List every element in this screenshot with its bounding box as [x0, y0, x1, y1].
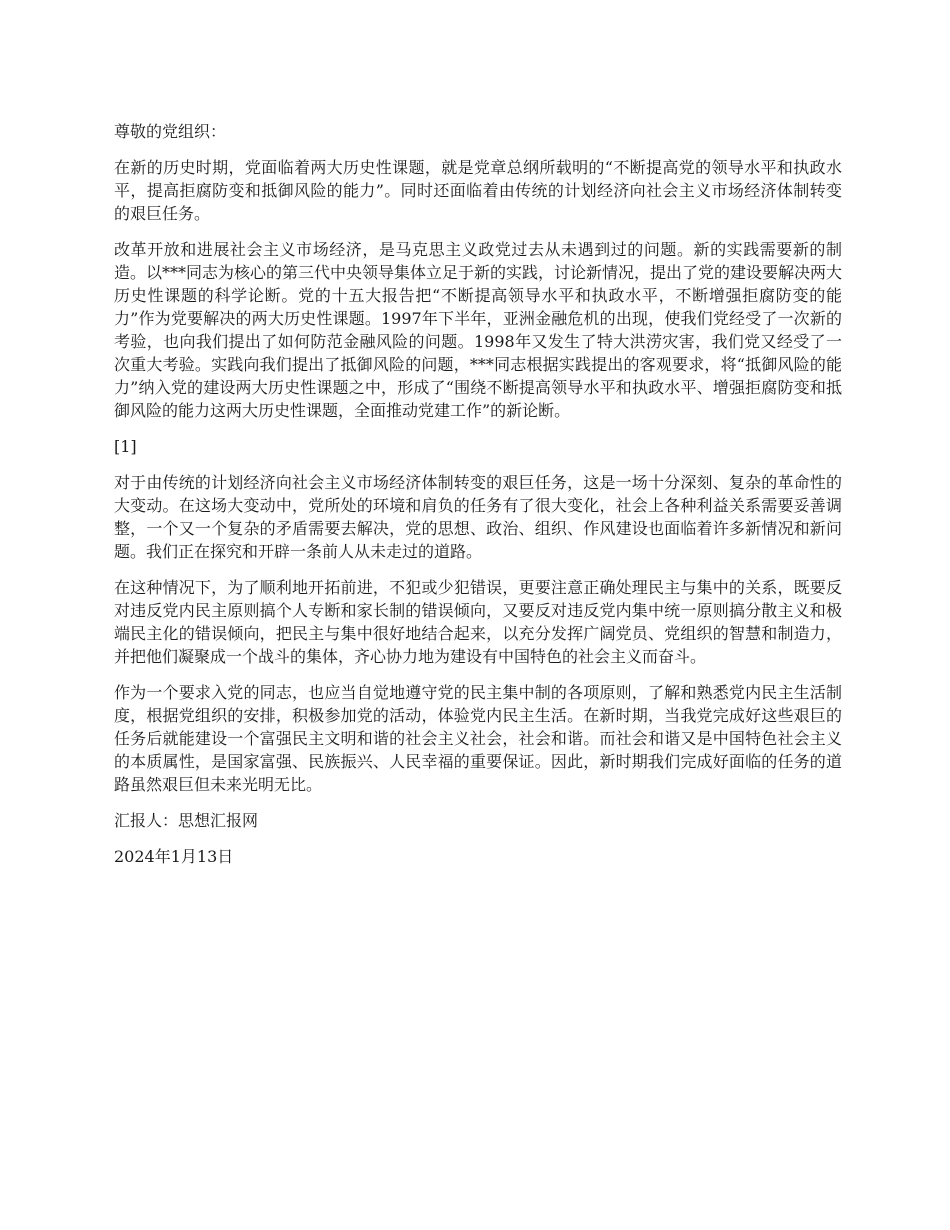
paragraph-4: 在这种情况下，为了顺利地开拓前进，不犯或少犯错误，更要注意正确处理民主与集中的关系，既要反对违反党内民主原则搞个人专断和家长制的错误倾向，又要反对违反党内集中统一原则搞分散主义和极端民主化的错误倾向，把民主与集中很好地结合起来，以充分发挥广阔党员、党组织的智慧和制造力，并把他们凝聚成一个战斗的集体，齐心协力地为建设有中国特色的社会主义而奋斗。	[114, 578, 842, 666]
date: 2024年1月13日	[114, 847, 234, 866]
signature: 汇报人：思想汇报网	[114, 811, 259, 830]
footnote-marker: [1]	[114, 437, 137, 456]
document-page	[114, 120, 842, 881]
salutation: 尊敬的党组织：	[114, 122, 227, 141]
paragraph-3: 对于由传统的计划经济向社会主义市场经济体制转变的艰巨任务，这是一场十分深刻、复杂的革命性的大变动。在这场大变动中，党所处的环境和肩负的任务有了很大变化，社会上各种利益关系需要妥善调整，一个又一个复杂的矛盾需要去解决，党的思想、政治、组织、作风建设也面临着许多新情况和新问题。我们正在探究和开辟一条前人从未走过的道路。	[114, 473, 842, 561]
paragraph-2: 改革开放和进展社会主义市场经济，是马克思主义政党过去从未遇到过的问题。新的实践需要新的制造。以***同志为核心的第三代中央领导集体立足于新的实践，讨论新情况，提出了党的建设要解决两大历史性课题的科学论断。党的十五大报告把“不断提高领导水平和执政水平，不断增强拒腐防变的能力”作为党要解决的两大历史性课题。1997年下半年，亚洲金融危机的出现，使我们党经受了一次新的考验，也向我们提出了如何防范金融风险的问题。1998年又发生了特大洪涝灾害，我们党又经受了一次重大考验。实践向我们提出了抵御风险的问题，***同志根据实践提出的客观要求，将“抵御风险的能力”纳入党的建设两大历史性课题之中，形成了“围绕不断提高领导水平和执政水平、增强拒腐防变和抵御风险的能力这两大历史性课题，全面推动党建工作”的新论断。	[114, 240, 843, 420]
paragraph-1: 在新的历史时期，党面临着两大历史性课题，就是党章总纲所载明的“不断提高党的领导水平和执政水平，提高拒腐防变和抵御风险的能力”。同时还面临着由传统的计划经济向社会主义市场经济体制转变的艰巨任务。	[114, 158, 842, 223]
paragraph-5: 作为一个要求入党的同志，也应当自觉地遵守党的民主集中制的各项原则，了解和熟悉党内民主生活制度，根据党组织的安排，积极参加党的活动，体验党内民主生活。在新时期，当我党完成好这些艰巨的任务后就能建设一个富强民主文明和谐的社会主义社会，社会和谐。而社会和谐又是中国特色社会主义的本质属性，是国家富强、民族振兴、人民幸福的重要保证。因此，新时期我们完成好面临的任务的道路虽然艰巨但未来光明无比。	[114, 683, 842, 794]
